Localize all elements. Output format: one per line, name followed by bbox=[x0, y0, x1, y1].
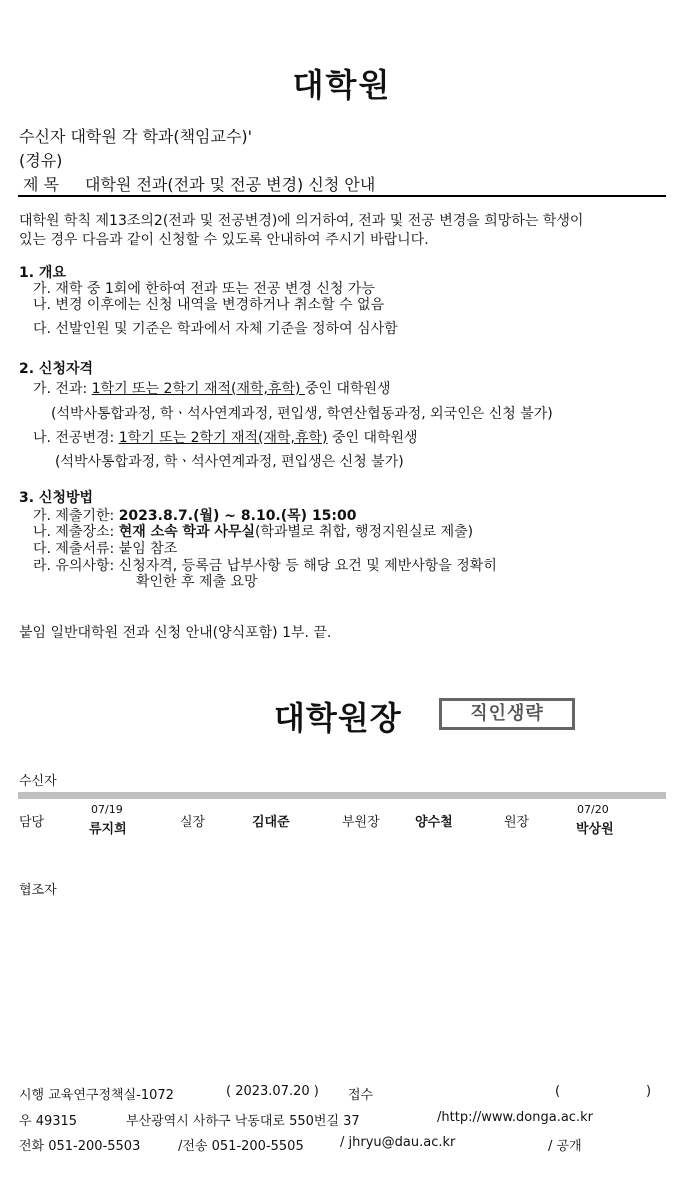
footer-doc-number: 시행 교육연구정책실-1072 bbox=[19, 1088, 174, 1103]
intro-line-1: 대학원 학칙 제13조의2(전과 및 전공변경)에 의거하여, 전과 및 전공 변경을 희망하는 학생이 bbox=[19, 213, 584, 229]
approval-role: 실장 bbox=[180, 815, 206, 830]
footer-address: 부산광역시 사하구 낙동대로 550번길 37 bbox=[126, 1114, 360, 1129]
section1-heading: 1. 개요 bbox=[19, 265, 66, 281]
section3-a-value: 2023.8.7.(월) ~ 8.10.(목) 15:00 bbox=[118, 508, 357, 524]
section3-b-bold: 현재 소속 학과 사무실 bbox=[118, 524, 256, 540]
section2-item-b bbox=[33, 427, 418, 447]
approval-name: 박상원 bbox=[576, 822, 614, 837]
section2-b-underline: 1학기 또는 2학기 재적(재학,휴학) bbox=[118, 430, 328, 446]
section1-item: 다. 선발인원 및 기준은 학과에서 자체 기준을 정하여 심사함 bbox=[33, 321, 398, 337]
section3-item-d: 라. 유의사항: 신청자격, 등록금 납부사항 등 해당 요건 및 제반사항을 정확히 bbox=[33, 558, 497, 574]
footer-receipt-open: ( bbox=[555, 1084, 561, 1099]
header-divider bbox=[18, 195, 666, 197]
footer-disclosure: / 공개 bbox=[548, 1139, 582, 1154]
section1-item: 가. 재학 중 1회에 한하여 전과 또는 전공 변경 신청 가능 bbox=[33, 281, 375, 297]
section3-item-c: 다. 제출서류: 붙임 참조 bbox=[33, 541, 178, 557]
approval-name: 김대준 bbox=[252, 815, 290, 830]
section2-a-suffix: 중인 대학원생 bbox=[304, 381, 391, 397]
recipient-line: 수신자 대학원 각 학과(책임교수)' bbox=[19, 127, 253, 146]
approval-date: 07/19 bbox=[91, 803, 123, 816]
footer-website: /http://www.donga.ac.kr bbox=[437, 1110, 593, 1125]
footer-email: / jhryu@dau.ac.kr bbox=[340, 1135, 456, 1150]
approval-role: 부원장 bbox=[342, 815, 380, 830]
document-title: 대학원 bbox=[292, 66, 392, 104]
approval-name: 류지희 bbox=[89, 822, 127, 837]
section2-b-note: (석박사통합과정, 학ㆍ석사연계과정, 편입생은 신청 불가) bbox=[55, 454, 404, 470]
section3-heading: 3. 신청방법 bbox=[19, 490, 94, 506]
section3-a-label: 가. 제출기한: bbox=[33, 508, 119, 524]
footer-phone: 전화 051-200-5503 bbox=[19, 1139, 141, 1154]
subject-label: 제 목 bbox=[23, 175, 59, 194]
section3-b-label: 나. 제출장소: bbox=[33, 524, 119, 540]
section3-b-rest: (학과별로 취합, 행정지원실로 제출) bbox=[255, 524, 474, 540]
section2-a-underline: 1학기 또는 2학기 재적(재학,휴학) bbox=[91, 381, 305, 397]
section2-b-prefix: 나. 전공변경: bbox=[33, 430, 119, 446]
section3-item-d-cont: 확인한 후 제출 요망 bbox=[136, 574, 258, 590]
section2-item-a bbox=[33, 378, 391, 398]
approval-role: 담당 bbox=[19, 815, 45, 830]
footer-date: ( 2023.07.20 ) bbox=[226, 1084, 319, 1099]
footer-fax: /전송 051-200-5505 bbox=[178, 1139, 304, 1154]
footer-postcode: 우 49315 bbox=[19, 1114, 78, 1129]
approval-name: 양수철 bbox=[415, 815, 453, 830]
footer-receipt-close: ) bbox=[646, 1084, 652, 1099]
approval-divider bbox=[18, 792, 666, 799]
section2-b-suffix: 중인 대학원생 bbox=[327, 430, 418, 446]
seal-omitted-stamp: 직인생략 bbox=[439, 698, 575, 730]
section2-a-prefix: 가. 전과: bbox=[33, 381, 92, 397]
attachment-line: 붙임 일반대학원 전과 신청 안내(양식포함) 1부. 끝. bbox=[19, 625, 332, 641]
subject-text: 대학원 전과(전과 및 전공 변경) 신청 안내 bbox=[85, 175, 376, 194]
recipients-label: 수신자 bbox=[19, 774, 57, 789]
cooperator-label: 협조자 bbox=[19, 883, 57, 898]
approval-date: 07/20 bbox=[577, 803, 609, 816]
section2-a-note: (석박사통합과정, 학ㆍ석사연계과정, 편입생, 학연산협동과정, 외국인은 신청 불가) bbox=[51, 406, 553, 422]
section2-heading: 2. 신청자격 bbox=[19, 361, 94, 377]
section1-item: 나. 변경 이후에는 신청 내역을 변경하거나 취소할 수 없음 bbox=[33, 297, 385, 313]
approval-role: 원장 bbox=[504, 815, 530, 830]
intro-line-2: 있는 경우 다음과 같이 신청할 수 있도록 안내하여 주시기 바랍니다. bbox=[19, 232, 429, 248]
footer-receipt-label: 접수 bbox=[348, 1088, 374, 1103]
via-line: (경유) bbox=[19, 151, 63, 170]
sender-signature: 대학원장 bbox=[274, 699, 402, 737]
